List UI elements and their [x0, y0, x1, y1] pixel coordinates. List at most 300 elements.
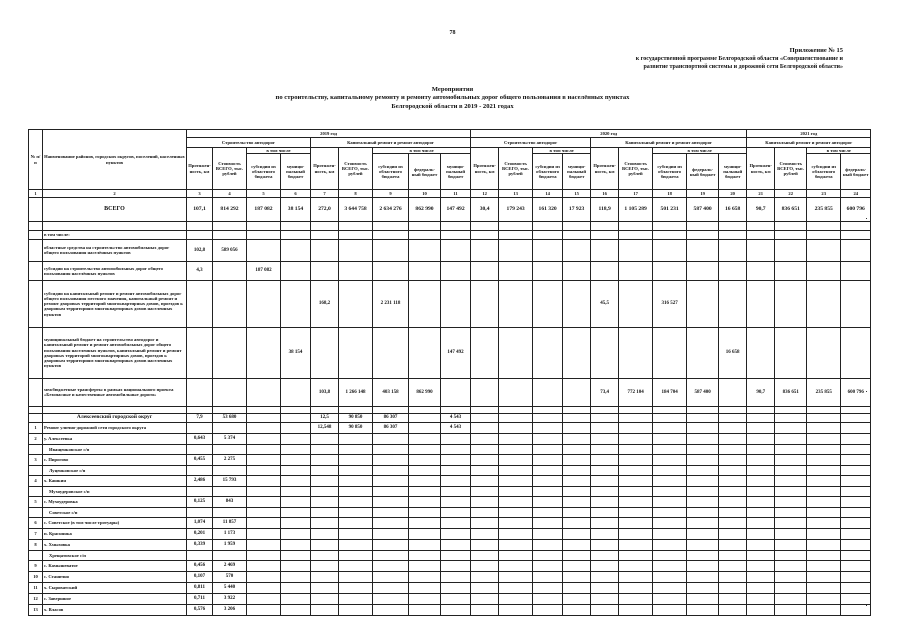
table-cell [281, 222, 311, 231]
table-cell [591, 230, 619, 239]
table-cell [281, 593, 311, 604]
table-cell [775, 230, 807, 239]
table-cell [619, 433, 653, 444]
table-cell [775, 571, 807, 582]
table-cell [719, 486, 747, 496]
table-cell [719, 475, 747, 486]
table-cell [247, 582, 281, 593]
table-cell [409, 528, 441, 539]
table-cell [29, 550, 43, 560]
table-cell [281, 475, 311, 486]
total-num [29, 198, 43, 222]
table-cell [747, 604, 775, 615]
table-cell [653, 222, 687, 231]
table-cell [247, 230, 281, 239]
table-cell: 2 231 118 [373, 280, 409, 327]
table-cell [311, 550, 339, 560]
margin-dot [866, 391, 867, 392]
table-cell [281, 239, 311, 261]
table-cell [687, 539, 719, 550]
table-cell [653, 465, 687, 475]
table-cell [247, 486, 281, 496]
header-length: Протяжен- ность, км [471, 148, 499, 190]
table-cell [619, 496, 653, 507]
column-index: 20 [719, 190, 747, 198]
table-cell [687, 604, 719, 615]
header-length: Протяжен- ность, км [311, 148, 339, 190]
table-cell [747, 593, 775, 604]
table-cell [591, 465, 619, 475]
table-cell [841, 327, 871, 378]
table-cell [619, 261, 653, 280]
table-cell [619, 422, 653, 433]
table-cell [187, 486, 213, 496]
table-cell [775, 528, 807, 539]
breakdown-label: межбюджетные трансферты в рамках национального проекта «Безопасные и качественные автомобильные дороги» [43, 378, 187, 406]
table-cell: 38 154 [281, 327, 311, 378]
table-cell [653, 422, 687, 433]
table-cell [339, 444, 373, 454]
table-cell [841, 444, 871, 454]
table-cell [409, 517, 441, 528]
table-cell [619, 413, 653, 422]
table-cell [775, 496, 807, 507]
table-cell [311, 406, 339, 413]
table-cell [409, 280, 441, 327]
table-cell [247, 550, 281, 560]
table-cell [311, 604, 339, 615]
table-cell [687, 465, 719, 475]
table-cell [841, 517, 871, 528]
table-cell [373, 327, 409, 378]
table-cell [775, 327, 807, 378]
table-cell [687, 593, 719, 604]
table-cell [719, 406, 747, 413]
table-cell [775, 475, 807, 486]
header-length: Протяжен- ность, км [747, 148, 775, 190]
row-name: с. Завершное [43, 593, 187, 604]
table-cell [719, 604, 747, 615]
table-cell [441, 465, 471, 475]
table-cell: 103,8 [311, 378, 339, 406]
table-cell [563, 539, 591, 550]
table-cell [807, 582, 841, 593]
table-cell [499, 486, 533, 496]
table-cell [373, 550, 409, 560]
table-cell [563, 593, 591, 604]
settlement-row [29, 486, 871, 496]
table-cell [281, 261, 311, 280]
table-cell: 90,7 [747, 378, 775, 406]
table-cell [563, 327, 591, 378]
table-cell [841, 550, 871, 560]
table-cell [653, 433, 687, 444]
table-cell [533, 496, 563, 507]
table-cell [499, 604, 533, 615]
table-cell: 2,486 [187, 475, 213, 486]
settlement-label: Иващенковское с/п [43, 444, 187, 454]
table-cell [339, 230, 373, 239]
table-cell [213, 280, 247, 327]
table-cell [563, 239, 591, 261]
header-municipal: муници- пальный бюджет [281, 154, 311, 190]
table-cell [747, 327, 775, 378]
table-cell [43, 222, 187, 231]
table-cell [807, 422, 841, 433]
row-number: 5 [29, 496, 43, 507]
table-cell [499, 406, 533, 413]
table-cell: 107,1 [187, 198, 213, 222]
table-cell [441, 507, 471, 517]
table-cell [499, 261, 533, 280]
breakdown-row [29, 280, 871, 327]
table-cell: 843 [213, 496, 247, 507]
table-cell: 3 206 [213, 604, 247, 615]
row-name: с. Камышеватое [43, 560, 187, 571]
table-cell [281, 486, 311, 496]
table-cell [563, 560, 591, 571]
table-cell [339, 261, 373, 280]
table-cell [653, 486, 687, 496]
settlement-label: Луценковское с/п [43, 465, 187, 475]
table-cell [409, 486, 441, 496]
table-cell [339, 454, 373, 465]
table-cell [653, 593, 687, 604]
table-cell [619, 280, 653, 327]
table-cell [281, 507, 311, 517]
table-cell [409, 582, 441, 593]
incl-row [29, 230, 871, 239]
table-cell [841, 433, 871, 444]
table-cell [841, 406, 871, 413]
table-cell [281, 465, 311, 475]
table-cell [807, 239, 841, 261]
row-number: 2 [29, 433, 43, 444]
table-cell [187, 378, 213, 406]
table-cell [687, 433, 719, 444]
table-cell [563, 378, 591, 406]
table-cell [533, 475, 563, 486]
table-cell [373, 604, 409, 615]
column-index: 15 [563, 190, 591, 198]
table-cell [807, 465, 841, 475]
table-cell [213, 465, 247, 475]
table-cell [281, 433, 311, 444]
table-cell [687, 560, 719, 571]
table-cell [747, 422, 775, 433]
table-cell [373, 507, 409, 517]
table-cell [373, 560, 409, 571]
table-cell [409, 239, 441, 261]
table-cell [841, 571, 871, 582]
table-cell [687, 507, 719, 517]
table-cell [619, 486, 653, 496]
table-cell [563, 422, 591, 433]
table-cell [841, 496, 871, 507]
table-cell [499, 465, 533, 475]
table-cell: 862 990 [409, 378, 441, 406]
table-cell [619, 222, 653, 231]
table-cell [281, 496, 311, 507]
table-cell [719, 413, 747, 422]
table-cell [499, 413, 533, 422]
appendix-heading [513, 47, 843, 71]
table-cell [591, 406, 619, 413]
table-cell: 16 658 [719, 327, 747, 378]
table-cell [775, 604, 807, 615]
table-cell [841, 230, 871, 239]
table-cell [311, 261, 339, 280]
table-cell [311, 507, 339, 517]
table-cell [747, 444, 775, 454]
row-name: х. Кашкин [43, 475, 187, 486]
table-cell [441, 433, 471, 444]
table-cell [533, 593, 563, 604]
table-cell [187, 280, 213, 327]
table-cell [619, 230, 653, 239]
table-cell [533, 517, 563, 528]
table-cell [281, 444, 311, 454]
table-cell [719, 496, 747, 507]
table-cell: 600 796 [841, 378, 871, 406]
table-cell [807, 604, 841, 615]
table-cell [441, 496, 471, 507]
table-cell [187, 327, 213, 378]
table-cell [311, 444, 339, 454]
table-cell [841, 507, 871, 517]
table-cell: 2 275 [213, 454, 247, 465]
table-cell [533, 444, 563, 454]
title-line3: Белгородской области в 2019 - 2021 годах [391, 102, 514, 110]
spacer-row [29, 406, 871, 413]
table-cell [409, 550, 441, 560]
table-cell [409, 406, 441, 413]
table-cell: 1,074 [187, 517, 213, 528]
column-index: 6 [281, 190, 311, 198]
table-cell [499, 496, 533, 507]
table-cell [311, 475, 339, 486]
table-cell: 0,107 [187, 571, 213, 582]
table-cell [441, 280, 471, 327]
table-cell [687, 230, 719, 239]
table-cell [247, 593, 281, 604]
table-row [29, 593, 871, 604]
header-repair-2020: Капитальный ремонт и ремонт автодорог [591, 138, 747, 148]
table-cell [409, 593, 441, 604]
table-cell [499, 222, 533, 231]
table-cell [619, 475, 653, 486]
table-cell [311, 239, 339, 261]
table-cell [471, 413, 499, 422]
table-cell [499, 507, 533, 517]
table-cell [807, 280, 841, 327]
table-cell [563, 261, 591, 280]
table-cell [311, 517, 339, 528]
table-cell [187, 406, 213, 413]
table-cell [807, 550, 841, 560]
table-cell [311, 327, 339, 378]
table-cell [533, 528, 563, 539]
table-cell [563, 444, 591, 454]
column-index: 13 [499, 190, 533, 198]
table-cell [247, 507, 281, 517]
table-cell [533, 539, 563, 550]
table-cell [619, 454, 653, 465]
table-cell [499, 582, 533, 593]
table-cell: 4 543 [441, 413, 471, 422]
settlement-label: Мухоудеровское с/п [43, 486, 187, 496]
row-number: 4 [29, 475, 43, 486]
table-cell [281, 406, 311, 413]
table-cell [471, 486, 499, 496]
table-cell [719, 422, 747, 433]
row-name: п. Краснянка [43, 528, 187, 539]
table-cell: 501 231 [653, 198, 687, 222]
table-cell [247, 280, 281, 327]
row-number: 11 [29, 582, 43, 593]
table-cell [499, 230, 533, 239]
table-cell [373, 475, 409, 486]
table-cell [653, 604, 687, 615]
table-cell [687, 528, 719, 539]
table-cell [747, 433, 775, 444]
table-cell [719, 539, 747, 550]
table-cell [471, 454, 499, 465]
header-subsidy: субсидии из областного бюджета [373, 154, 409, 190]
table-cell [807, 444, 841, 454]
table-cell [213, 507, 247, 517]
table-cell: 587 400 [687, 198, 719, 222]
table-cell [311, 496, 339, 507]
table-cell [719, 550, 747, 560]
table-cell [339, 406, 373, 413]
table-cell [747, 528, 775, 539]
table-cell [471, 475, 499, 486]
table-cell: 836 651 [775, 378, 807, 406]
table-cell [409, 507, 441, 517]
document-title [120, 86, 785, 111]
table-cell [619, 604, 653, 615]
table-cell [281, 604, 311, 615]
table-cell [533, 454, 563, 465]
table-cell [533, 550, 563, 560]
table-cell [311, 539, 339, 550]
table-cell [187, 550, 213, 560]
table-cell [687, 422, 719, 433]
table-cell: 0,643 [187, 433, 213, 444]
table-cell [591, 582, 619, 593]
column-index: 18 [653, 190, 687, 198]
table-cell: 2 469 [213, 560, 247, 571]
table-cell: 403 158 [373, 378, 409, 406]
table-cell [441, 604, 471, 615]
table-cell [281, 280, 311, 327]
table-cell [533, 261, 563, 280]
table-cell [619, 444, 653, 454]
table-row [29, 560, 871, 571]
breakdown-row [29, 378, 871, 406]
breakdown-label: субсидии на капитальный ремонт и ремонт автомобильных дорог общего пользования местного значения, капитальный ремонт и ремонт дворовых территорий многоквартирных домов, проездов к дворовым территориям многоквартирных домов населенных пунктов [43, 280, 187, 327]
table-cell [533, 571, 563, 582]
table-cell [499, 560, 533, 571]
table-cell [687, 517, 719, 528]
table-cell [339, 507, 373, 517]
table-cell [619, 593, 653, 604]
table-cell [807, 413, 841, 422]
table-cell [747, 539, 775, 550]
table-cell [619, 465, 653, 475]
table-cell [747, 496, 775, 507]
table-cell [619, 239, 653, 261]
settlement-row [29, 507, 871, 517]
table-cell [747, 406, 775, 413]
table-cell: 187 082 [247, 261, 281, 280]
header-year-2020: 2020 год [471, 130, 747, 138]
table-cell [281, 582, 311, 593]
table-cell [281, 517, 311, 528]
column-index: 14 [533, 190, 563, 198]
table-cell [653, 239, 687, 261]
table-row [29, 539, 871, 550]
total-row [29, 198, 871, 222]
table-cell [499, 593, 533, 604]
row-name: х. Сыроватский [43, 582, 187, 593]
table-cell [719, 571, 747, 582]
header-year-2019: 2019 год [187, 130, 471, 138]
table-cell: 0,811 [187, 582, 213, 593]
table-cell [775, 539, 807, 550]
table-cell: 11 857 [213, 517, 247, 528]
table-cell [775, 550, 807, 560]
column-index: 11 [441, 190, 471, 198]
column-index: 12 [471, 190, 499, 198]
table-cell [187, 422, 213, 433]
table-cell [619, 582, 653, 593]
table-cell: 184 704 [653, 378, 687, 406]
table-cell [281, 378, 311, 406]
column-index: 2 [43, 190, 187, 198]
header-municipal: муници- пальный бюджет [441, 154, 471, 190]
table-cell [591, 454, 619, 465]
table-cell [719, 528, 747, 539]
table-cell [653, 454, 687, 465]
table-cell [441, 560, 471, 571]
column-index: 1 [29, 190, 43, 198]
table-cell [339, 465, 373, 475]
table-cell [747, 222, 775, 231]
header-length: Протяжен- ность, км [187, 148, 213, 190]
table-cell [409, 222, 441, 231]
table-cell [687, 571, 719, 582]
table-cell [563, 550, 591, 560]
header-repair-2019: Капитальный ремонт и ремонт автодорог [311, 138, 471, 148]
column-index: 23 [807, 190, 841, 198]
table-cell [281, 230, 311, 239]
settlement-label: Советское с/п [43, 507, 187, 517]
margin-dot [866, 605, 867, 606]
table-cell [747, 465, 775, 475]
table-cell [533, 507, 563, 517]
table-cell [719, 444, 747, 454]
table-cell: 7,9 [187, 413, 213, 422]
table-cell [533, 230, 563, 239]
table-cell [247, 444, 281, 454]
table-cell [281, 539, 311, 550]
table-cell [441, 475, 471, 486]
table-cell [747, 239, 775, 261]
column-index: 10 [409, 190, 441, 198]
table-cell [373, 406, 409, 413]
